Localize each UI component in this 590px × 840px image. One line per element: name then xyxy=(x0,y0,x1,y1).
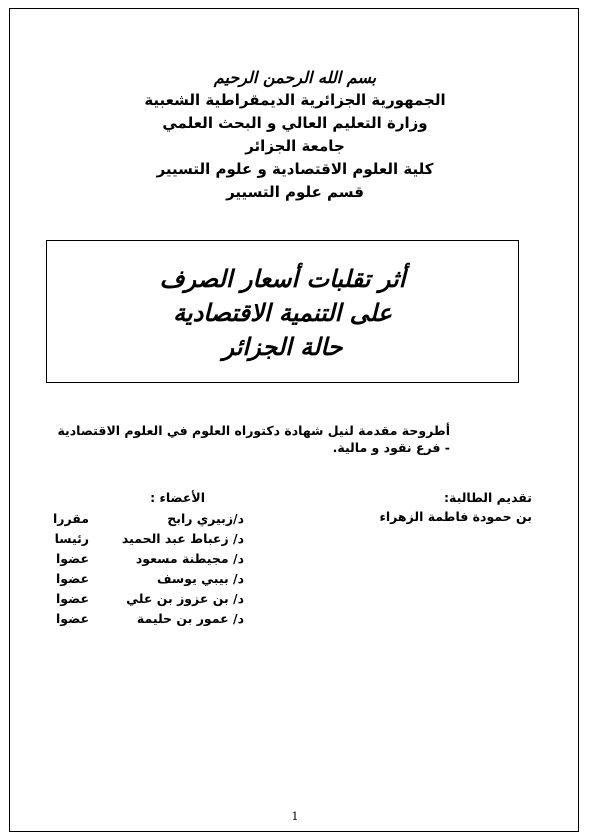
thesis-title-line-1: أثر تقلبات أسعار الصرف xyxy=(159,264,406,293)
member-role: عضوا xyxy=(56,611,89,626)
thesis-title-box xyxy=(46,240,519,383)
thesis-description-line-2: - فرع نقود و مالية. xyxy=(332,440,450,455)
member-role: عضوا xyxy=(56,571,89,586)
member-role: عضوا xyxy=(56,551,89,566)
department-name: قسم علوم التسيير xyxy=(226,183,364,201)
university-name: جامعة الجزائر xyxy=(245,137,345,155)
committee-member xyxy=(56,610,244,628)
member-name: د/ مجيطنة مسعود xyxy=(135,551,244,566)
committee-member xyxy=(54,530,244,548)
page-number: 1 xyxy=(291,810,299,823)
basmala: بسم الله الرحمن الرحيم xyxy=(213,68,377,87)
thesis-description-line-1: أطروحة مقدمة لنيل شهادة دكتوراه العلوم في العلوم الاقتصادية xyxy=(57,423,450,438)
member-role: رئيسا xyxy=(54,531,89,546)
member-role: مقررا xyxy=(53,511,89,526)
student-label: تقديم الطالبة: xyxy=(444,490,532,505)
member-name: د/ زعباط عبد الحميد xyxy=(121,531,244,546)
ministry-name: وزارة التعليم العالي و البحث العلمي xyxy=(162,114,428,132)
committee-label: الأعضاء : xyxy=(150,490,205,505)
student-name: بن حمودة فاطمة الزهراء xyxy=(379,509,532,524)
thesis-title-line-3: حالة الجزائر xyxy=(222,332,343,361)
committee-member xyxy=(56,550,244,568)
committee-member xyxy=(53,510,244,528)
thesis-title-line-2: على التنمية الاقتصادية xyxy=(173,298,392,327)
committee-member xyxy=(56,590,244,608)
member-name: د/ بن عزوز بن علي xyxy=(126,591,244,606)
committee-member xyxy=(56,570,244,588)
member-name: د/زبيري رابح xyxy=(167,511,244,526)
republic-name: الجمهورية الجزائرية الديمقراطية الشعبية xyxy=(144,91,446,109)
member-name: د/ عمور بن حليمة xyxy=(136,611,244,626)
member-name: د/ بيبي يوسف xyxy=(157,571,244,586)
faculty-name: كلية العلوم الاقتصادية و علوم التسيير xyxy=(156,160,434,178)
member-role: عضوا xyxy=(56,591,89,606)
